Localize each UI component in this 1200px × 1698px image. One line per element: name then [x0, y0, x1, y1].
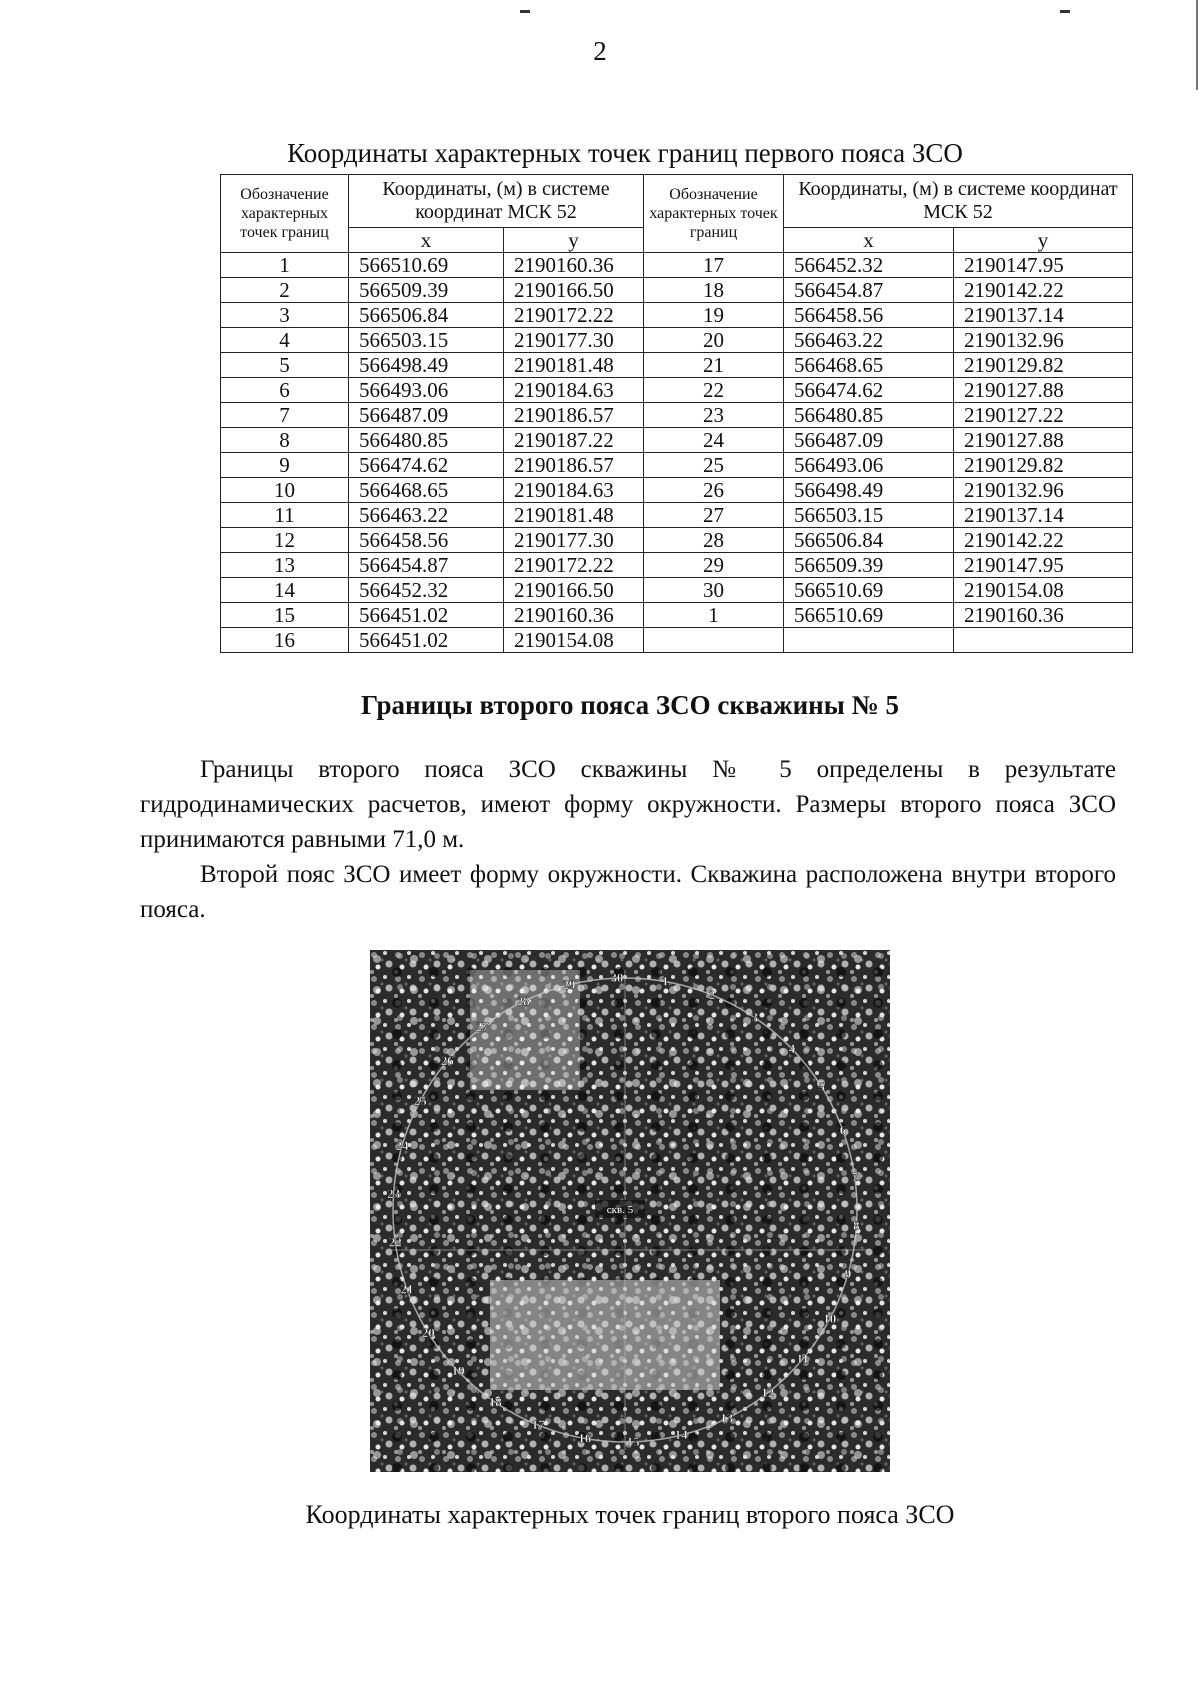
cell-x-right: 566458.56: [784, 303, 954, 328]
cell-x-right: 566498.49: [784, 478, 954, 503]
cell-x-right: 566474.62: [784, 378, 954, 403]
header-coords-right: Координаты, (м) в системе координат МСК 52: [784, 175, 1133, 228]
cell-y-right: 2190132.96: [954, 328, 1133, 353]
cell-point-right: 24: [644, 428, 784, 453]
cell-y-right: 2190142.22: [954, 528, 1133, 553]
cell-point-right: 28: [644, 528, 784, 553]
cell-point-right: 30: [644, 578, 784, 603]
cell-y-right: 2190127.88: [954, 378, 1133, 403]
table-row: [221, 353, 1133, 378]
table-row: [221, 328, 1133, 353]
header-y-right: у: [954, 228, 1133, 253]
table-row: [221, 253, 1133, 278]
cell-y-left: 2190184.63: [504, 378, 644, 403]
coordinates-table: [220, 174, 1133, 653]
cell-point-right: 27: [644, 503, 784, 528]
cell-x-left: 566480.85: [349, 428, 504, 453]
cell-y-left: 2190154.08: [504, 628, 644, 653]
header-point-right: Обозначение характерных точек границ: [644, 175, 784, 253]
cell-point-right: 19: [644, 303, 784, 328]
header-point-left: Обозначение характерных точек границ: [221, 175, 349, 253]
point-label: 9: [844, 1265, 852, 1281]
cell-point-left: 5: [221, 353, 349, 378]
zso-map-image: [370, 950, 890, 1472]
cell-y-left: 2190187.22: [504, 428, 644, 453]
cell-y-right: 2190154.08: [954, 578, 1133, 603]
cell-x-left: 566468.65: [349, 478, 504, 503]
cell-x-left: 566487.09: [349, 403, 504, 428]
cell-y-left: 2190177.30: [504, 328, 644, 353]
cell-x-right: 566506.84: [784, 528, 954, 553]
table-row: [221, 578, 1133, 603]
cell-point-right: 20: [644, 328, 784, 353]
cell-x-right: 566454.87: [784, 278, 954, 303]
point-label: 29: [562, 976, 576, 992]
point-label: 21: [400, 1281, 414, 1297]
header-coords-left: Координаты, (м) в системе координат МСК 52: [349, 175, 644, 228]
cell-x-right: 566463.22: [784, 328, 954, 353]
table-body: [221, 253, 1133, 653]
map-svg: [370, 950, 890, 1472]
cell-y-right: 2190137.14: [954, 503, 1133, 528]
cell-point-left: 3: [221, 303, 349, 328]
cell-y-left: 2190186.57: [504, 453, 644, 478]
cell-point-left: 14: [221, 578, 349, 603]
cell-point-right: [644, 628, 784, 653]
point-label: 17: [531, 1417, 545, 1433]
well-label: скв. 5: [606, 1204, 634, 1216]
cell-y-right: [954, 628, 1133, 653]
cell-point-left: 4: [221, 328, 349, 353]
cell-x-right: 566503.15: [784, 503, 954, 528]
map-clearing: [490, 1280, 720, 1390]
cell-x-left: 566503.15: [349, 328, 504, 353]
cell-x-right: 566452.32: [784, 253, 954, 278]
cell-x-left: 566506.84: [349, 303, 504, 328]
point-label: 28: [516, 993, 530, 1009]
section2-paragraph-2: Второй пояс ЗСО имеет форму окружности. Скважина расположена внутри второго пояса.: [140, 861, 1116, 923]
scan-mark-right: [1060, 10, 1070, 13]
point-label: 6: [839, 1122, 847, 1138]
cell-x-right: 566480.85: [784, 403, 954, 428]
cell-y-right: 2190137.14: [954, 303, 1133, 328]
header-x-right: х: [784, 228, 954, 253]
cell-y-right: 2190147.95: [954, 553, 1133, 578]
table-row: [221, 378, 1133, 403]
table1-title: Координаты характерных точек границ первого пояса ЗСО: [287, 138, 963, 168]
table-row: [221, 403, 1133, 428]
well-marker: [595, 1200, 645, 1218]
point-label: 11: [796, 1351, 809, 1367]
cell-y-left: 2190177.30: [504, 528, 644, 553]
cell-y-right: 2190129.82: [954, 353, 1133, 378]
cell-x-left: 566510.69: [349, 253, 504, 278]
cell-point-left: 12: [221, 528, 349, 553]
section2-paragraph-1: Границы второго пояса ЗСО скважины № 5 определены в результате гидродинамических расчетов, имеют форму окружности. Размеры второго пояса ЗСО принимаются равными 71,0 м.: [140, 756, 1116, 853]
cell-y-left: 2190166.50: [504, 578, 644, 603]
cell-point-right: 25: [644, 453, 784, 478]
page-number: 2: [593, 36, 607, 66]
cell-x-right: 566510.69: [784, 578, 954, 603]
table-row: [221, 603, 1133, 628]
scan-mark-left: [520, 10, 530, 13]
table2-caption: Координаты характерных точек границ второго пояса ЗСО: [305, 1500, 955, 1529]
cell-point-left: 16: [221, 628, 349, 653]
cell-x-left: 566493.06: [349, 378, 504, 403]
cell-y-right: 2190160.36: [954, 603, 1133, 628]
table-row: [221, 428, 1133, 453]
point-label: 15: [626, 1433, 640, 1449]
cell-y-left: 2190186.57: [504, 403, 644, 428]
point-label: 2: [708, 986, 716, 1002]
table-row: [221, 553, 1133, 578]
cell-y-left: 2190184.63: [504, 478, 644, 503]
header-x-left: х: [349, 228, 504, 253]
point-label: 26: [440, 1052, 454, 1068]
point-label: 25: [413, 1093, 427, 1109]
cell-x-right: 566487.09: [784, 428, 954, 453]
cell-y-left: 2190166.50: [504, 278, 644, 303]
cell-point-left: 6: [221, 378, 349, 403]
point-label: 22: [388, 1234, 402, 1250]
cell-x-left: 566498.49: [349, 353, 504, 378]
cell-x-right: 566493.06: [784, 453, 954, 478]
table-row: [221, 528, 1133, 553]
cell-y-right: 2190147.95: [954, 253, 1133, 278]
cell-y-left: 2190172.22: [504, 303, 644, 328]
section2-title: Границы второго пояса ЗСО скважины № 5: [361, 690, 899, 720]
cell-point-right: 17: [644, 253, 784, 278]
cell-x-right: 566509.39: [784, 553, 954, 578]
cell-x-left: 566509.39: [349, 278, 504, 303]
point-label: 7: [851, 1169, 858, 1185]
point-label: 12: [761, 1384, 775, 1400]
point-label: 16: [578, 1430, 592, 1446]
cell-x-left: 566454.87: [349, 553, 504, 578]
point-label: 4: [788, 1040, 796, 1056]
cell-y-right: 2190129.82: [954, 453, 1133, 478]
point-label: 27: [475, 1019, 489, 1035]
cell-x-right: 566510.69: [784, 603, 954, 628]
table-row: [221, 453, 1133, 478]
cell-y-left: 2190160.36: [504, 253, 644, 278]
cell-x-right: [784, 628, 954, 653]
cell-point-right: 21: [644, 353, 784, 378]
table-row: [221, 303, 1133, 328]
cell-point-left: 15: [221, 603, 349, 628]
cell-x-left: 566463.22: [349, 503, 504, 528]
cell-y-left: 2190181.48: [504, 503, 644, 528]
point-label: 30: [610, 970, 624, 986]
point-label: 1: [662, 973, 669, 989]
cell-x-left: 566451.02: [349, 628, 504, 653]
table-row: [221, 478, 1133, 503]
cell-point-right: 23: [644, 403, 784, 428]
point-label: 19: [451, 1363, 465, 1379]
cell-point-left: 7: [221, 403, 349, 428]
cell-y-left: 2190181.48: [504, 353, 644, 378]
point-label: 24: [395, 1138, 409, 1154]
table-row: [221, 628, 1133, 653]
cell-y-left: 2190172.22: [504, 553, 644, 578]
cell-point-right: 26: [644, 478, 784, 503]
point-label: 14: [674, 1427, 688, 1443]
cell-point-left: 1: [221, 253, 349, 278]
table-row: [221, 503, 1133, 528]
cell-y-right: 2190127.88: [954, 428, 1133, 453]
cell-x-left: 566451.02: [349, 603, 504, 628]
cell-x-left: 566474.62: [349, 453, 504, 478]
cell-y-right: 2190127.22: [954, 403, 1133, 428]
point-label: 5: [818, 1079, 825, 1095]
cell-x-right: 566468.65: [784, 353, 954, 378]
cell-point-right: 1: [644, 603, 784, 628]
point-label: 20: [421, 1324, 435, 1340]
point-label: 23: [387, 1185, 401, 1201]
cell-point-left: 13: [221, 553, 349, 578]
cell-y-left: 2190160.36: [504, 603, 644, 628]
cell-point-left: 9: [221, 453, 349, 478]
table-row: [221, 278, 1133, 303]
point-label: 10: [823, 1310, 837, 1326]
cell-point-right: 29: [644, 553, 784, 578]
point-label: 3: [751, 1009, 758, 1025]
cell-x-left: 566458.56: [349, 528, 504, 553]
cell-point-left: 11: [221, 503, 349, 528]
cell-y-right: 2190132.96: [954, 478, 1133, 503]
cell-x-left: 566452.32: [349, 578, 504, 603]
point-label: 8: [853, 1218, 860, 1234]
cell-y-right: 2190142.22: [954, 278, 1133, 303]
cell-point-left: 8: [221, 428, 349, 453]
cell-point-left: 2: [221, 278, 349, 303]
cell-point-left: 10: [221, 478, 349, 503]
point-label: 18: [488, 1394, 502, 1410]
point-label: 13: [720, 1410, 734, 1426]
cell-point-right: 18: [644, 278, 784, 303]
cell-point-right: 22: [644, 378, 784, 403]
header-y-left: у: [504, 228, 644, 253]
